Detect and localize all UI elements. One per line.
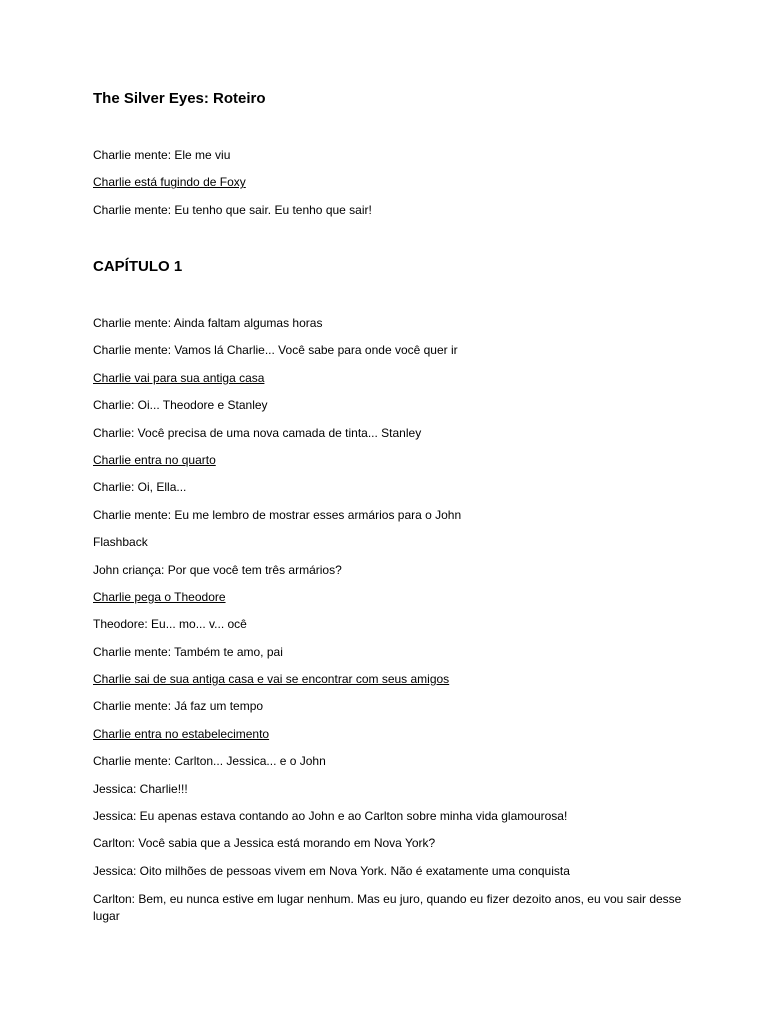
script-line: Theodore: Eu... mo... v... ocê (93, 617, 247, 632)
script-line: Carlton: Você sabia que a Jessica está morando em Nova York? (93, 836, 436, 851)
script-line: Charlie: Oi, Ella... (93, 480, 187, 495)
script-line: Jessica: Eu apenas estava contando ao John e ao Carlton sobre minha vida glamourosa! (93, 809, 568, 824)
document-title: The Silver Eyes: Roteiro (93, 90, 266, 107)
intro-section (93, 148, 683, 230)
script-line: Charlie: Oi... Theodore e Stanley (93, 398, 268, 413)
stage-direction: Charlie está fugindo de Foxy (93, 175, 246, 190)
script-line: Charlie mente: Já faz um tempo (93, 699, 264, 714)
script-line: Charlie mente: Também te amo, pai (93, 644, 283, 659)
script-line: Charlie mente: Eu me lembro de mostrar esses armários para o John (93, 507, 462, 522)
stage-direction: Charlie entra no quarto (93, 452, 216, 467)
script-line: John criança: Por que você tem três armários? (93, 562, 342, 577)
script-line: Charlie: Você precisa de uma nova camada de tinta... Stanley (93, 425, 422, 440)
script-line: Charlie mente: Eu tenho que sair. Eu tenho que sair! (93, 202, 372, 217)
script-line: Flashback (93, 535, 148, 550)
script-line: Jessica: Oito milhões de pessoas vivem em Nova York. Não é exatamente uma conquista (93, 863, 570, 878)
script-line: Charlie mente: Carlton... Jessica... e o John (93, 754, 326, 769)
script-line: Charlie mente: Vamos lá Charlie... Você sabe para onde você quer ir (93, 343, 458, 358)
stage-direction: Charlie entra no estabelecimento (93, 726, 270, 741)
chapter-1-section (93, 316, 683, 938)
script-line: Charlie mente: Ainda faltam algumas horas (93, 316, 323, 330)
script-line: Charlie mente: Ele me viu (93, 148, 231, 162)
script-line: Jessica: Charlie!!! (93, 781, 188, 796)
script-line: Carlton: Bem, eu nunca estive em lugar nenhum. Mas eu juro, quando eu fizer dezoito anos, eu vou sair desse lugar (93, 892, 682, 924)
stage-direction: Charlie pega o Theodore (93, 589, 226, 604)
stage-direction: Charlie vai para sua antiga casa (93, 370, 265, 385)
stage-direction: Charlie sai de sua antiga casa e vai se encontrar com seus amigos (93, 672, 450, 687)
chapter-heading: CAPÍTULO 1 (93, 258, 183, 275)
